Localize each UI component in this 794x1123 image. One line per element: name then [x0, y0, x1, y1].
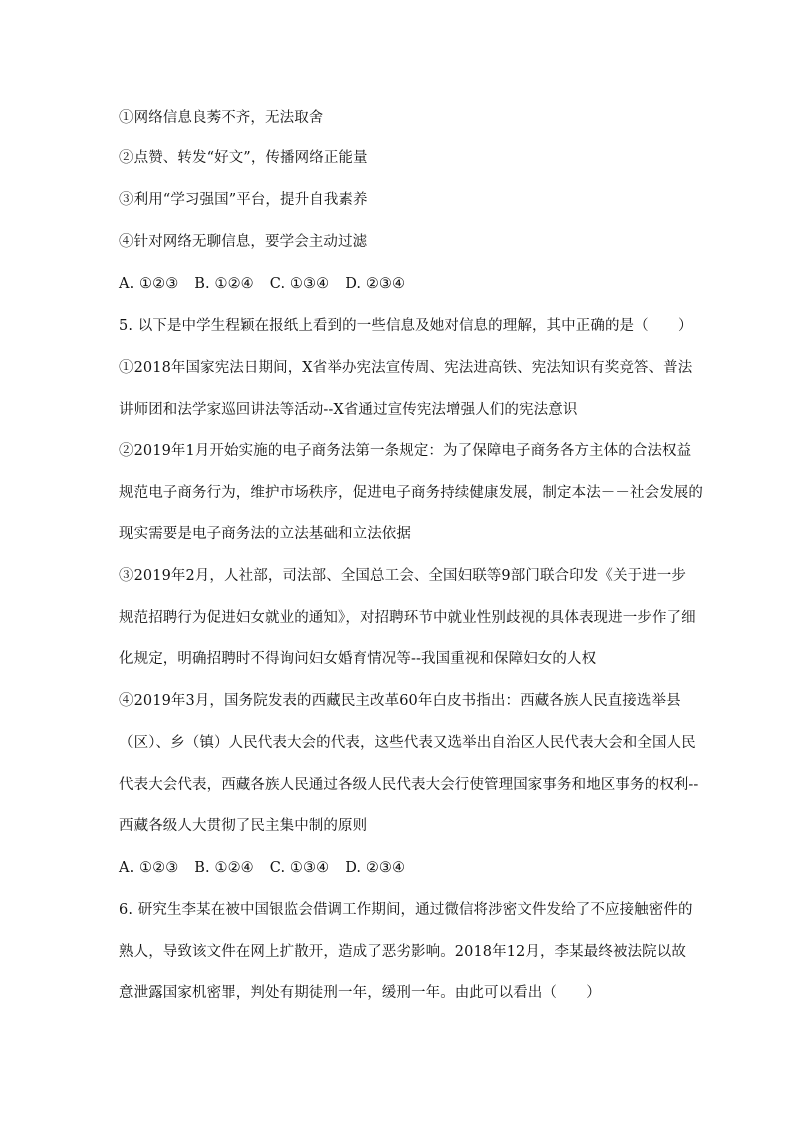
q5-option-d: D. ②③④ [345, 860, 406, 876]
q5-item1-line1: ①2018年国家宪法日期间，X省举办宪法宣传周、宪法进高铁、宪法知识有奖竞答、普法 [119, 360, 693, 376]
q6-line2: 熟人，导致该文件在网上扩散开，造成了恶劣影响。2018年12月，李某最终被法院以故 [119, 944, 686, 960]
q5-option-c: C. ①③④ [269, 860, 330, 876]
q5-item1-line2: 讲师团和法学家巡回讲法等活动--X省通过宣传宪法增强人们的宪法意识 [119, 402, 578, 418]
q5-item3-line1: ③2019年2月，人社部，司法部、全国总工会、全国妇联等9部门联合印发《关于进一步 [119, 568, 686, 584]
q4-option-d: D. ②③④ [345, 276, 406, 292]
q5-item4-line2: （区）、乡（镇）人民代表大会的代表，这些代表又选举出自治区人民代表大会和全国人民 [119, 735, 696, 751]
q5-item2-line2: 规范电子商务行为，维护市场秩序，促进电子商务持续健康发展，制定本法－－社会发展的 [119, 485, 703, 501]
q5-stem: 5. 以下是中学生程颖在报纸上看到的一些信息及她对信息的理解，其中正确的是（ ） [119, 318, 693, 334]
q5-item4-line4: 西藏各级人大贯彻了民主集中制的原则 [119, 818, 368, 834]
q4-item-4: ④针对网络无聊信息，要学会主动过滤 [119, 234, 368, 250]
q4-option-c: C. ①③④ [269, 276, 330, 292]
q6-line1: 6. 研究生李某在被中国银监会借调工作期间，通过微信将涉密文件发给了不应接触密件的 [119, 902, 693, 918]
q5-options [119, 858, 679, 878]
q5-item2-line1: ②2019年1月开始实施的电子商务法第一条规定：为了保障电子商务各方主体的合法权益 [119, 443, 692, 459]
q4-item-1: ①网络信息良莠不齐，无法取舍 [119, 110, 324, 126]
q5-item2-line3: 现实需要是电子商务法的立法基础和立法依据 [119, 526, 411, 542]
q4-item-2: ②点赞、转发“好文”，传播网络正能量 [119, 150, 368, 166]
q5-option-b: B. ①②④ [194, 860, 254, 876]
q5-option-a: A. ①②③ [119, 860, 179, 876]
q5-item3-line3: 化规定，明确招聘时不得询问妇女婚育情况等--我国重视和保障妇女的人权 [119, 651, 597, 667]
q6-line3: 意泄露国家机密罪，判处有期徒刑一年，缓刑一年。由此可以看出（ ） [119, 985, 601, 1001]
q5-item4-line1: ④2019年3月，国务院发表的西藏民主改革60年白皮书指出：西藏各族人民直接选举县 [119, 693, 681, 709]
q4-options [119, 274, 679, 294]
q4-option-b: B. ①②④ [194, 276, 254, 292]
q4-item-3: ③利用“学习强国”平台，提升自我素养 [119, 192, 368, 208]
q4-option-a: A. ①②③ [119, 276, 179, 292]
q5-item4-line3: 代表大会代表，西藏各族人民通过各级人民代表大会行使管理国家事务和地区事务的权利-- [119, 777, 699, 793]
q5-item3-line2: 规范招聘行为促进妇女就业的通知》，对招聘环节中就业性别歧视的具体表现进一步作了细 [119, 610, 696, 626]
